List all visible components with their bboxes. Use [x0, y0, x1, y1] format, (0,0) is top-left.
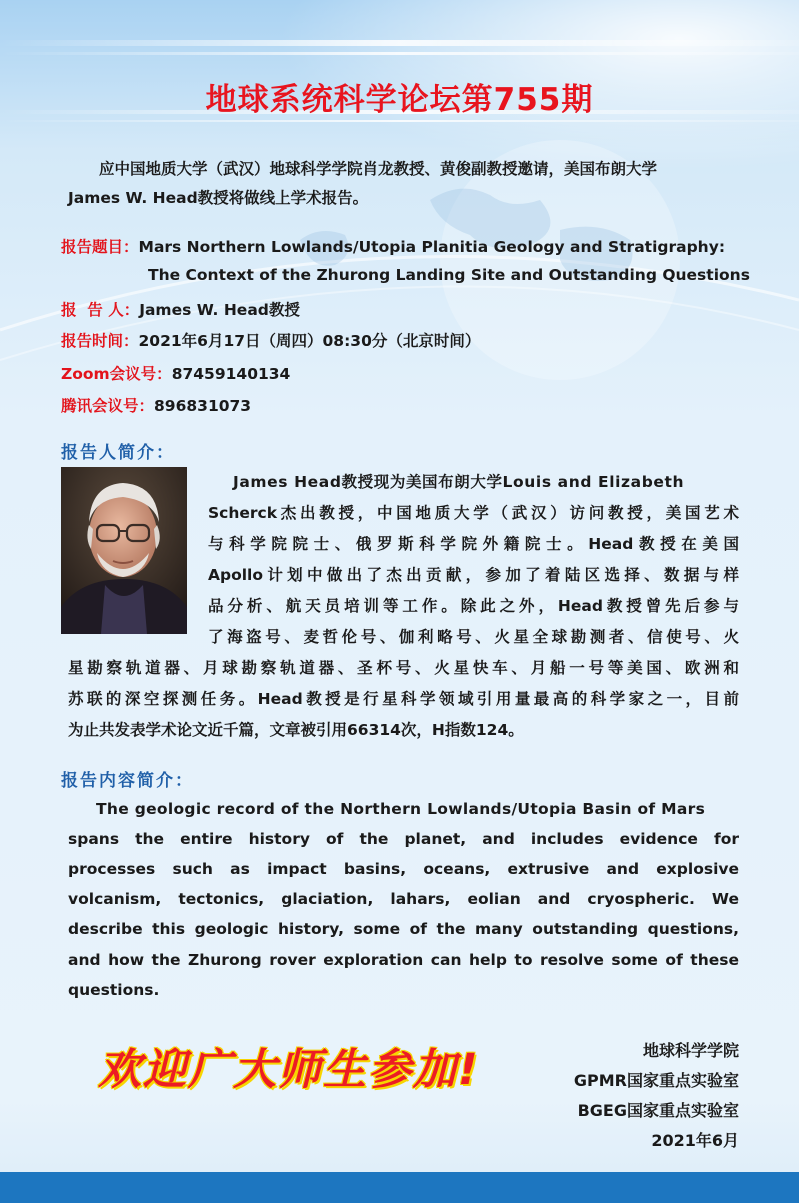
- intro-line-1: 应中国地质大学（武汉）地球科学学院肖龙教授、黄俊副教授邀请，美国布朗大学: [99, 160, 658, 178]
- time-value: 2021年6月17日（周四）08:30分（北京时间）: [138, 332, 481, 350]
- abstract-line: questions.: [68, 981, 160, 999]
- abstract-line: volcanism, tectonics, glaciation, lahars, eolian and cryospheric. We: [68, 890, 739, 908]
- zoom-row: [61, 362, 290, 384]
- bottom-bar: [0, 1172, 799, 1203]
- page-title: 地球系统科学论坛第755期: [205, 82, 594, 118]
- signature-org-1: 地球科学学院: [642, 1041, 739, 1060]
- signature-org-3: BGEG国家重点实验室: [577, 1101, 739, 1120]
- intro-line-2: James W. Head教授将做线上学术报告。: [68, 189, 369, 207]
- welcome-slogan: 欢迎广大师生参加!: [98, 1045, 480, 1095]
- time-label: 报告时间：: [61, 332, 139, 350]
- abstract-line: processes such as impact basins, oceans, extrusive and explosive: [68, 860, 739, 878]
- topic-line-2: The Context of the Zhurong Landing Site and Outstanding Questions: [148, 266, 750, 284]
- bio-line: Scherck杰出教授，中国地质大学（武汉）访问教授，美国艺术: [208, 504, 739, 522]
- topic-line-1: Mars Northern Lowlands/Utopia Planitia Geology and Stratigraphy:: [138, 238, 726, 256]
- zoom-label: Zoom会议号：: [61, 365, 172, 383]
- signature-org-2: GPMR国家重点实验室: [573, 1071, 739, 1090]
- bio-line: 了海盗号、麦哲伦号、伽利略号、火星全球勘测者、信使号、火: [208, 628, 739, 646]
- bio-line: 品分析、航天员培训等工作。除此之外，Head教授曾先后参与: [208, 597, 739, 615]
- speaker-photo: [61, 467, 187, 634]
- tencent-row: [61, 394, 251, 416]
- tencent-value: 896831073: [154, 397, 252, 415]
- bio-heading: 报告人简介：: [61, 443, 175, 463]
- abstract-line: and how the Zhurong rover exploration can help to resolve some of these: [68, 951, 739, 969]
- topic-row: [61, 235, 725, 257]
- bio-line: 与科学院院士、俄罗斯科学院外籍院士。Head教授在美国: [208, 535, 739, 553]
- topic-label: 报告题目：: [61, 238, 139, 256]
- speaker-row: [61, 298, 300, 320]
- bio-line: 苏联的深空探测任务。Head教授是行星科学领域引用量最高的科学家之一，目前: [68, 690, 739, 708]
- bio-line: 为止共发表学术论文近千篇，文章被引用66314次，H指数124。: [68, 721, 524, 739]
- tencent-label: 腾讯会议号：: [61, 397, 155, 415]
- abstract-heading: 报告内容简介：: [61, 771, 194, 791]
- bio-line: James Head教授现为美国布朗大学Louis and Elizabeth: [233, 473, 685, 491]
- bio-line: Apollo计划中做出了杰出贡献，参加了着陆区选择、数据与样: [208, 566, 739, 584]
- speaker-value: James W. Head教授: [139, 301, 300, 319]
- speaker-label: 报 告 人：: [61, 301, 140, 319]
- bio-line: 星勘察轨道器、月球勘察轨道器、圣杯号、火星快车、月船一号等美国、欧洲和: [68, 659, 739, 677]
- abstract-line: describe this geologic history, some of the many outstanding questions,: [68, 920, 739, 938]
- abstract-line: spans the entire history of the planet, and includes evidence for: [68, 830, 739, 848]
- zoom-value: 87459140134: [171, 365, 291, 383]
- abstract-line: The geologic record of the Northern Lowlands/Utopia Basin of Mars: [96, 800, 706, 818]
- signature-date: 2021年6月: [651, 1131, 739, 1150]
- time-row: [61, 329, 480, 351]
